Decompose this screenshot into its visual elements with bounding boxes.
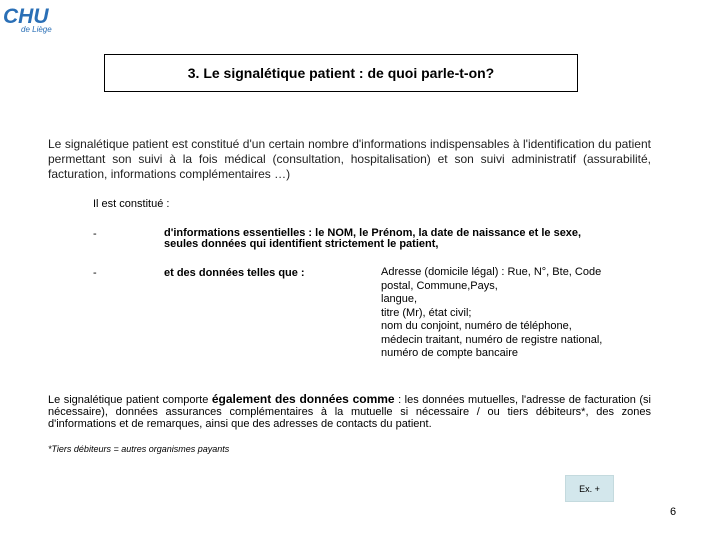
other-data-label: et des données telles que : bbox=[164, 267, 305, 279]
slide-title: 3. Le signalétique patient : de quoi parle-t-on? bbox=[187, 65, 495, 81]
bullet-dash-2: - bbox=[93, 267, 97, 279]
list-item: titre (Mr), état civil; bbox=[381, 306, 472, 319]
other-data-list bbox=[381, 266, 641, 361]
example-button[interactable] bbox=[565, 475, 614, 502]
list-item: numéro de compte bancaire bbox=[381, 347, 518, 359]
page-number: 6 bbox=[670, 506, 677, 518]
essential-info-line-1: d'informations essentielles : le NOM, le Prénom, la date de naissance et le sexe, bbox=[164, 227, 582, 239]
example-button-label: Ex. + bbox=[579, 483, 600, 494]
list-item: postal, Commune,Pays, bbox=[381, 279, 498, 292]
list-item: langue, bbox=[381, 293, 418, 305]
constitue-label: Il est constitué : bbox=[93, 198, 170, 210]
also-before: Le signalétique patient comporte bbox=[48, 394, 212, 406]
essential-info-item bbox=[164, 228, 634, 250]
also-after: : les données mutuelles, l'adresse de facturation (si nécessaire), données assurances complémentaires à la mutuelle si nécessaire / ou tiers débiteurs*, des zones d'informations et de remarques, ainsi que des adresses de contacts du patient. bbox=[48, 394, 651, 430]
svg-text:CHU: CHU bbox=[3, 5, 49, 28]
list-item: médecin traitant, numéro de registre national, bbox=[381, 333, 603, 346]
svg-text:de Liège: de Liège bbox=[21, 25, 52, 34]
list-item: nom du conjoint, numéro de téléphone, bbox=[381, 320, 572, 332]
also-bold: également des données comme bbox=[211, 392, 395, 406]
bullet-dash-1: - bbox=[93, 228, 97, 240]
list-item: Adresse (domicile légal) : Rue, N°, Bte, Code bbox=[381, 266, 602, 278]
chu-logo bbox=[2, 4, 64, 34]
essential-info-line-2: seules données qui identifient strictement le patient, bbox=[164, 238, 439, 250]
slide-title-box bbox=[104, 54, 578, 92]
intro-paragraph: Le signalétique patient est constitué d'un certain nombre d'informations indispensables à l'identification du patient permettant son suivi à la fois médical (consultation, hospitalisation) et son suivi administratif (assurabilité, facturation, informations complémentaires …) bbox=[48, 137, 651, 181]
also-paragraph bbox=[48, 393, 651, 430]
footnote: *Tiers débiteurs = autres organismes payants bbox=[48, 444, 230, 454]
chu-logo-graphic bbox=[2, 4, 64, 34]
